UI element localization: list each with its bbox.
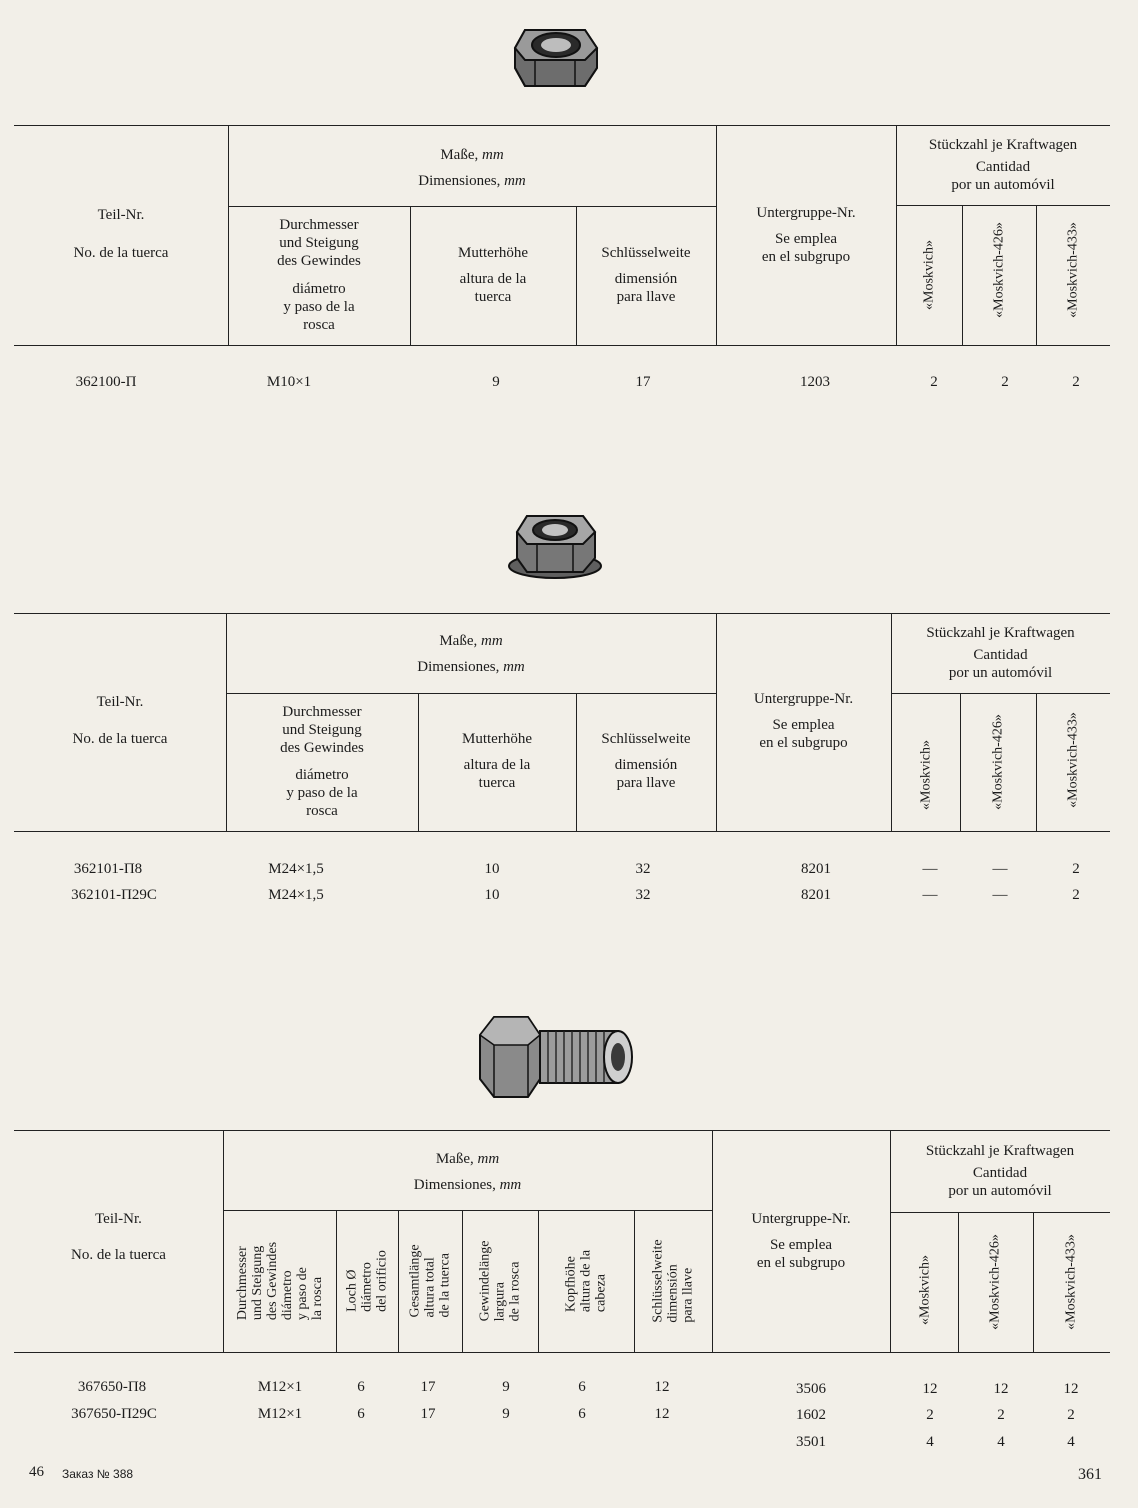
durchmesser-header: Durchmesser und Steigung des Gewindes (280, 704, 364, 756)
footer-sheet-number: 46 (29, 1464, 44, 1480)
table3-usage2-qty-moskvich: 2 (926, 1407, 934, 1423)
table3-row2-hole: 6 (357, 1406, 365, 1422)
diametro-header: diámetro y paso de la rosca (286, 767, 358, 819)
schluesselweite-header: Schlüsselweite (601, 731, 691, 747)
table3-usage2-qty-433: 2 (1067, 1407, 1075, 1423)
por-auto-header: por un automóvil (951, 177, 1055, 193)
table3-usage1-qty-426: 12 (993, 1381, 1009, 1397)
rot-durchmesser-header: Durchmesser und Steigung des Gewindes diámetro y paso de la rosca (235, 1241, 325, 1321)
flanged-nut-illustration (505, 502, 605, 584)
moskvich-433-header: «Moskvich-433» (1065, 712, 1081, 808)
moskvich-426-header: «Moskvich-426» (987, 1234, 1003, 1330)
table1-qty-433: 2 (1072, 374, 1080, 390)
table2-row2-subgroup: 8201 (801, 887, 831, 903)
teil-nr-label: Teil-Nr. (95, 1211, 142, 1227)
stueckzahl-header: Stückzahl je Kraftwagen (928, 137, 1078, 153)
teil-nr-label: Teil-Nr. (96, 694, 144, 710)
moskvich-426-header: «Moskvich-426» (991, 222, 1007, 318)
subgrupo-header: en el subgrupo (761, 249, 851, 265)
table2-row1-subgroup: 8201 (801, 861, 831, 877)
table3-row2-wrench: 12 (654, 1406, 670, 1422)
por-auto-header: por un automóvil (948, 1183, 1052, 1199)
table2-row1-wrench: 32 (635, 861, 651, 877)
table2-row2-qty-moskvich: — (922, 887, 938, 903)
no-tuerca-label: No. de la tuerca (71, 1247, 166, 1263)
table1-part: 362100-П (75, 374, 137, 390)
table1-qty-426: 2 (1001, 374, 1009, 390)
table1-height: 9 (492, 374, 500, 390)
moskvich-header: «Moskvich» (917, 1255, 933, 1325)
table3-row1-head: 6 (578, 1379, 586, 1395)
table3-row2-head: 6 (578, 1406, 586, 1422)
table3-row1-total: 17 (420, 1379, 436, 1395)
table2-row1-thread: M24×1,5 (268, 861, 324, 877)
table3-usage1-qty-moskvich: 12 (922, 1381, 938, 1397)
footer-order-number: Заказ № 388 (62, 1467, 134, 1481)
dimensiones-label: Dimensiones, mm (413, 1177, 522, 1193)
union-nut-fitting-illustration (472, 1005, 642, 1105)
se-emplea-header: Se emplea (772, 717, 835, 733)
page-number: 361 (1078, 1466, 1102, 1483)
table2-row1-part: 362101-П8 (73, 861, 143, 877)
durchmesser-header: Durchmesser und Steigung des Gewindes (277, 217, 361, 269)
stueckzahl-header: Stückzahl je Kraftwagen (926, 625, 1075, 641)
subgrupo-header: en el subgrupo (756, 1255, 846, 1271)
moskvich-header: «Moskvich» (921, 240, 937, 310)
dimensiones-label: Dimensiones, mm (417, 659, 525, 675)
moskvich-433-header: «Moskvich-433» (1063, 1234, 1079, 1330)
table2-row2-wrench: 32 (635, 887, 651, 903)
table3-row2-part: 367650-П29С (71, 1406, 157, 1422)
table3-row2-total: 17 (420, 1406, 436, 1422)
untergruppe-header: Untergruppe-Nr. (756, 205, 856, 221)
moskvich-header: «Moskvich» (918, 740, 934, 810)
rot-gewindelaenge-header: Gewindelänge largura de la rosca (477, 1240, 523, 1322)
table2-row1-qty-433: 2 (1072, 861, 1080, 877)
diametro-header: diámetro y paso de la rosca (283, 281, 355, 333)
rot-gesamtlaenge-header: Gesamtlänge altura total de la tuerca (407, 1244, 453, 1318)
table2-row2-part: 362101-П29С (71, 887, 157, 903)
table2-row1-qty-moskvich: — (922, 861, 938, 877)
se-emplea-header: Se emplea (769, 1237, 833, 1253)
table3-usage3-qty-426: 4 (997, 1434, 1005, 1450)
rot-loch-header: Loch Ø diámetro del orificio (344, 1250, 390, 1312)
table3-row1-thread: M12×1 (257, 1379, 303, 1395)
por-auto-header: por un automóvil (948, 665, 1053, 681)
table3-usage1-subgroup: 3506 (796, 1381, 826, 1397)
rot-schluesselweite-header: Schlüsselweite dimensión para llave (650, 1239, 696, 1323)
table3-row1-wrench: 12 (654, 1379, 670, 1395)
cantidad-header: Cantidad (972, 1165, 1028, 1181)
hex-nut-illustration (505, 10, 605, 100)
subgrupo-header: en el subgrupo (759, 735, 848, 751)
table3-usage2-subgroup: 1602 (796, 1407, 826, 1423)
table1-wrench: 17 (635, 374, 651, 390)
table2-row1-qty-426: — (992, 861, 1008, 877)
masse-label: Maße, mm (435, 1151, 500, 1167)
table1-thread: M10×1 (266, 374, 312, 390)
table1-qty-moskvich: 2 (930, 374, 938, 390)
dimension-llave-header: dimensión para llave (614, 271, 678, 305)
untergruppe-header: Untergruppe-Nr. (753, 691, 854, 707)
se-emplea-header: Se emplea (774, 231, 838, 247)
table3-row2-thread-len: 9 (502, 1406, 510, 1422)
table2-row2-height: 10 (484, 887, 500, 903)
table3-usage1-qty-433: 12 (1063, 1381, 1079, 1397)
teil-nr-label: Teil-Nr. (97, 207, 145, 223)
table1-subgroup: 1203 (800, 374, 830, 390)
table3-row1-hole: 6 (357, 1379, 365, 1395)
cantidad-header: Cantidad (973, 647, 1028, 663)
table2-row1-height: 10 (484, 861, 500, 877)
cantidad-header: Cantidad (975, 159, 1031, 175)
table3-row1-part: 367650-П8 (77, 1379, 147, 1395)
mutterhoehe-header: Mutterhöhe (462, 731, 532, 747)
table3-usage3-qty-433: 4 (1067, 1434, 1075, 1450)
table2-row2-qty-426: — (992, 887, 1008, 903)
no-tuerca-label: No. de la tuerca (73, 245, 169, 261)
mutterhoehe-header: Mutterhöhe (458, 245, 528, 261)
table3-row2-thread: M12×1 (257, 1406, 303, 1422)
table2-row2-thread: M24×1,5 (268, 887, 324, 903)
no-tuerca-label: No. de la tuerca (72, 731, 168, 747)
moskvich-433-header: «Moskvich-433» (1065, 222, 1081, 318)
table3-usage3-qty-moskvich: 4 (926, 1434, 934, 1450)
dimension-llave-header: dimensión para llave (614, 757, 678, 791)
altura-tuerca-header: altura de la tuerca (459, 271, 527, 305)
table3-row1-thread-len: 9 (502, 1379, 510, 1395)
altura-tuerca-header: altura de la tuerca (463, 757, 531, 791)
stueckzahl-header: Stückzahl je Kraftwagen (925, 1143, 1075, 1159)
schluesselweite-header: Schlüsselweite (601, 245, 691, 261)
table2-row2-qty-433: 2 (1072, 887, 1080, 903)
untergruppe-header: Untergruppe-Nr. (751, 1211, 851, 1227)
table3-usage2-qty-426: 2 (997, 1407, 1005, 1423)
dimensiones-label: Dimensiones, mm (418, 173, 526, 189)
masse-label: Maße, mm (439, 633, 503, 649)
moskvich-426-header: «Moskvich-426» (990, 714, 1006, 810)
masse-label: Maße, mm (440, 147, 504, 163)
table3-usage3-subgroup: 3501 (796, 1434, 826, 1450)
rot-kopfhoehe-header: Kopfhöhe altura de la cabeza (563, 1249, 609, 1313)
